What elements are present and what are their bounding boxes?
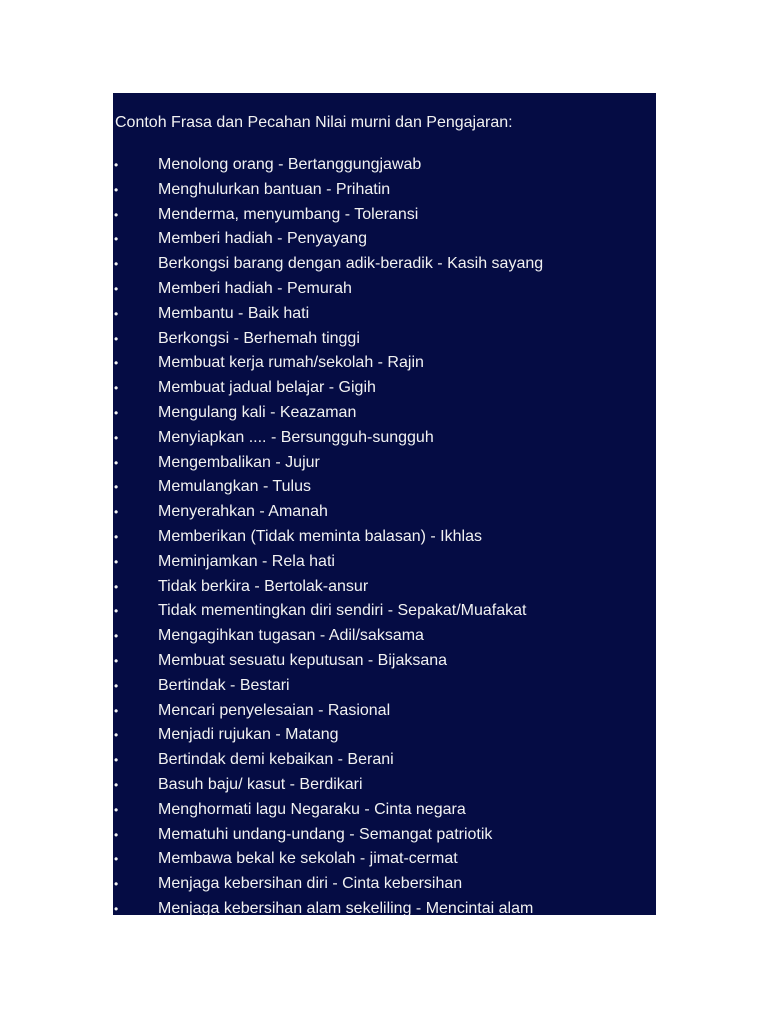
bullet-icon: • xyxy=(114,728,119,743)
document-title: Contoh Frasa dan Pecahan Nilai murni dan Pengajaran: xyxy=(115,114,513,131)
bullet-icon: • xyxy=(114,381,119,396)
bullet-icon: • xyxy=(114,579,119,594)
bullet-icon: • xyxy=(114,703,119,718)
bullet-icon: • xyxy=(114,158,119,172)
list-item-text: Memulangkan - Tulus xyxy=(158,478,311,496)
document-panel xyxy=(113,93,656,915)
bullet-icon: • xyxy=(114,331,119,346)
bullet-icon: • xyxy=(114,753,119,768)
list-item-text: Membuat jadual belajar - Gigih xyxy=(158,379,376,397)
bullet-icon: • xyxy=(114,505,119,520)
bullet-icon: • xyxy=(114,430,119,445)
list-item-text: Memberi hadiah - Pemurah xyxy=(158,279,352,297)
bullet-icon: • xyxy=(114,678,119,693)
list-item-text: Menjadi rujukan - Matang xyxy=(158,726,339,744)
list-item-text: Memberikan (Tidak meminta balasan) - Ikhlas xyxy=(158,527,482,545)
list-item-text: Mengagihkan tugasan - Adil/saksama xyxy=(158,627,424,645)
list-item-text: Tidak mementingkan diri sendiri - Sepakat/Muafakat xyxy=(158,602,527,620)
list-item-text: Mencari penyelesaian - Rasional xyxy=(158,701,391,719)
bullet-icon: • xyxy=(114,827,119,842)
bullet-icon: • xyxy=(114,554,119,569)
bullet-icon: • xyxy=(114,653,119,668)
bullet-icon: • xyxy=(114,455,119,470)
bullet-icon: • xyxy=(114,777,119,792)
list-item-text: Menjaga kebersihan alam sekeliling - Mencintai alam xyxy=(158,899,534,915)
bullet-icon: • xyxy=(114,232,119,247)
list-item-text: Membuat sesuatu keputusan - Bijaksana xyxy=(158,651,448,669)
bullet-icon: • xyxy=(114,480,119,495)
list-item-text: Menyerahkan - Amanah xyxy=(158,503,328,521)
list-item-text: Meminjamkan - Rela hati xyxy=(158,552,335,570)
list-item-text: Bertindak demi kebaikan - Berani xyxy=(158,751,394,769)
list-item-text: Membantu - Baik hati xyxy=(158,304,310,322)
list-item-text: Menolong orang - Bertanggungjawab xyxy=(158,156,422,173)
list-item-text: Menjaga kebersihan diri - Cinta kebersihan xyxy=(158,875,463,893)
list-item-text: Memberi hadiah - Penyayang xyxy=(158,230,368,248)
list-item-text: Bertindak - Bestari xyxy=(158,676,290,694)
list-item-text: Menyiapkan .... - Bersungguh-sungguh xyxy=(158,428,434,446)
list-item-text: Membawa bekal ke sekolah - jimat-cermat xyxy=(158,850,458,868)
bullet-icon: • xyxy=(114,281,119,296)
bullet-icon: • xyxy=(114,306,119,321)
bullet-icon: • xyxy=(114,182,119,197)
list-item-text: Berkongsi - Berhemah tinggi xyxy=(158,329,360,347)
bullet-icon: • xyxy=(114,604,119,619)
bullet-icon: • xyxy=(114,852,119,867)
bullet-icon: • xyxy=(114,405,119,420)
bullet-icon: • xyxy=(114,529,119,544)
list-item-text: Menderma, menyumbang - Toleransi xyxy=(158,205,419,223)
list-item-text: Mengulang kali - Keazaman xyxy=(158,403,357,421)
bullet-icon: • xyxy=(114,901,119,915)
list-item-text: Tidak berkira - Bertolak-ansur xyxy=(158,577,369,595)
bullet-icon: • xyxy=(114,207,119,222)
bullet-icon: • xyxy=(114,629,119,644)
list-item-text: Menghormati lagu Negaraku - Cinta negara xyxy=(158,800,466,818)
list-item-text: Membuat kerja rumah/sekolah - Rajin xyxy=(158,354,424,372)
list-item-text: Basuh baju/ kasut - Berdikari xyxy=(158,775,363,793)
bullet-icon: • xyxy=(114,257,119,272)
list-item-text: Mengembalikan - Jujur xyxy=(158,453,320,471)
list-item-text: Berkongsi barang dengan adik-beradik - Kasih sayang xyxy=(158,255,544,273)
list-item-text: Menghulurkan bantuan - Prihatin xyxy=(158,180,391,198)
bullet-icon: • xyxy=(114,356,119,371)
list-item-text: Mematuhi undang-undang - Semangat patriotik xyxy=(158,825,493,843)
bullet-icon: • xyxy=(114,802,119,817)
bullet-icon: • xyxy=(114,877,119,892)
